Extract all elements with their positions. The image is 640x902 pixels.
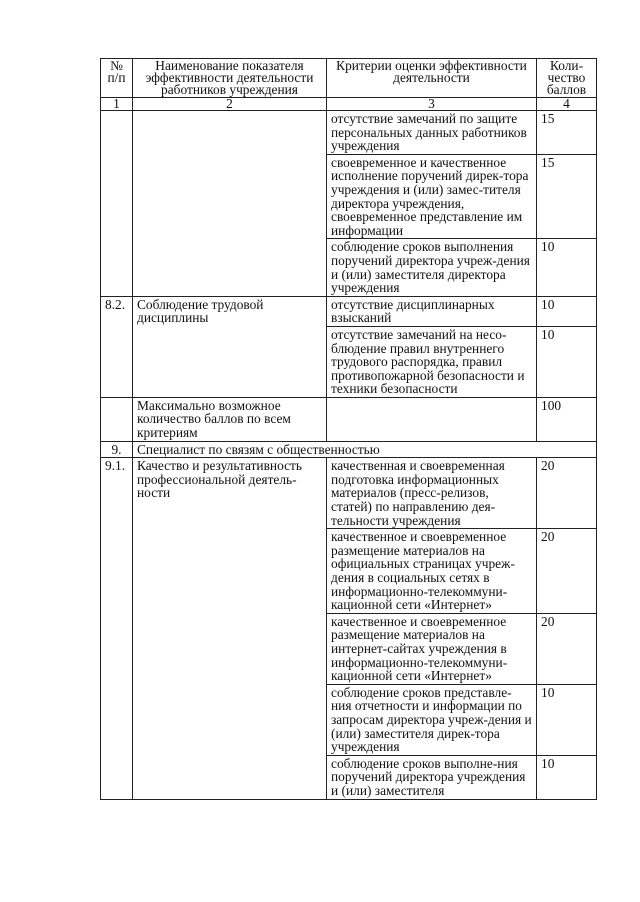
table-row [101, 684, 597, 755]
table-row [101, 239, 597, 296]
indicator-cell [133, 613, 327, 684]
indicator-cell: Качество и результативность профессиональной деятель-ности [133, 458, 327, 529]
row-number [101, 326, 133, 397]
column-number: 4 [537, 98, 597, 111]
points-cell: 15 [537, 111, 597, 155]
indicator-cell: Соблюдение трудовой дисциплины [133, 296, 327, 326]
criterion-cell: соблюдение сроков выполне-ния поручений директора учреждения и (или) заместителя [327, 755, 537, 799]
row-number [101, 397, 133, 441]
header-criteria: Критерии оценки эффективности деятельности [327, 59, 537, 98]
criterion-cell: своевременное и качественное исполнение поручений дирек-тора учреждения и (или) замес-тителя директора учреждения, своевременное представление им информации [327, 154, 537, 239]
table-row [101, 529, 597, 614]
table-row [101, 296, 597, 326]
points-cell: 10 [537, 755, 597, 799]
section-title: Специалист по связям с общественностью [133, 441, 597, 458]
indicator-cell [133, 239, 327, 296]
table-header-row [101, 59, 597, 98]
indicator-cell [133, 326, 327, 397]
column-number: 3 [327, 98, 537, 111]
indicator-cell [133, 154, 327, 239]
points-cell: 100 [537, 397, 597, 441]
row-number [101, 154, 133, 239]
table-row [101, 613, 597, 684]
points-cell: 20 [537, 458, 597, 529]
criteria-table [100, 58, 597, 800]
table-row [101, 397, 597, 441]
points-cell: 20 [537, 529, 597, 614]
header-points: Коли-чество баллов [537, 59, 597, 98]
criterion-cell: соблюдение сроков представле-ния отчетности и информации по запросам директора учреж-дения и (или) заместителя дирек-тора учреждения [327, 684, 537, 755]
row-number [101, 613, 133, 684]
indicator-cell [133, 529, 327, 614]
row-number [101, 239, 133, 296]
row-number [101, 684, 133, 755]
column-number: 1 [101, 98, 133, 111]
points-cell: 10 [537, 296, 597, 326]
indicator-cell [133, 111, 327, 155]
table-row [101, 154, 597, 239]
criterion-cell: качественное и своевременное размещение материалов на интернет-сайтах учреждения в информационно-телекоммуни-кационной сети «Интернет» [327, 613, 537, 684]
header-indicator: Наименование показателя эффективности деятельности работников учреждения [133, 59, 327, 98]
table-row [101, 458, 597, 529]
criterion-cell: качественная и своевременная подготовка информационных материалов (пресс-релизов, статей) по направлению дея-тельности учреждения [327, 458, 537, 529]
indicator-cell [133, 684, 327, 755]
row-number [101, 755, 133, 799]
section-row [101, 441, 597, 458]
points-cell: 10 [537, 326, 597, 397]
criterion-cell: соблюдение сроков выполнения поручений директора учреж-дения и (или) заместителя директора учреждения [327, 239, 537, 296]
indicator-cell [133, 755, 327, 799]
row-number: 9.1. [101, 458, 133, 529]
table-row [101, 111, 597, 155]
table-row [101, 326, 597, 397]
indicator-cell: Максимально возможное количество баллов по всем критериям [133, 397, 327, 441]
row-number: 8.2. [101, 296, 133, 326]
points-cell: 20 [537, 613, 597, 684]
row-number [101, 529, 133, 614]
table-row [101, 755, 597, 799]
criterion-cell: отсутствие замечаний по защите персональных данных работников учреждения [327, 111, 537, 155]
criterion-cell: качественное и своевременное размещение материалов на официальных страницах учреж-дения в социальных сетях в информационно-телекоммуни-кационной сети «Интернет» [327, 529, 537, 614]
points-cell: 10 [537, 684, 597, 755]
column-number: 2 [133, 98, 327, 111]
header-number: № п/п [101, 59, 133, 98]
section-number: 9. [101, 441, 133, 458]
points-cell: 10 [537, 239, 597, 296]
column-number-row [101, 98, 597, 111]
criterion-cell: отсутствие дисциплинарных взысканий [327, 296, 537, 326]
row-number [101, 111, 133, 155]
criterion-cell [327, 397, 537, 441]
points-cell: 15 [537, 154, 597, 239]
criterion-cell: отсутствие замечаний на несо-блюдение правил внутреннего трудового распорядка, правил противопожарной безопасности и техники безопасности [327, 326, 537, 397]
